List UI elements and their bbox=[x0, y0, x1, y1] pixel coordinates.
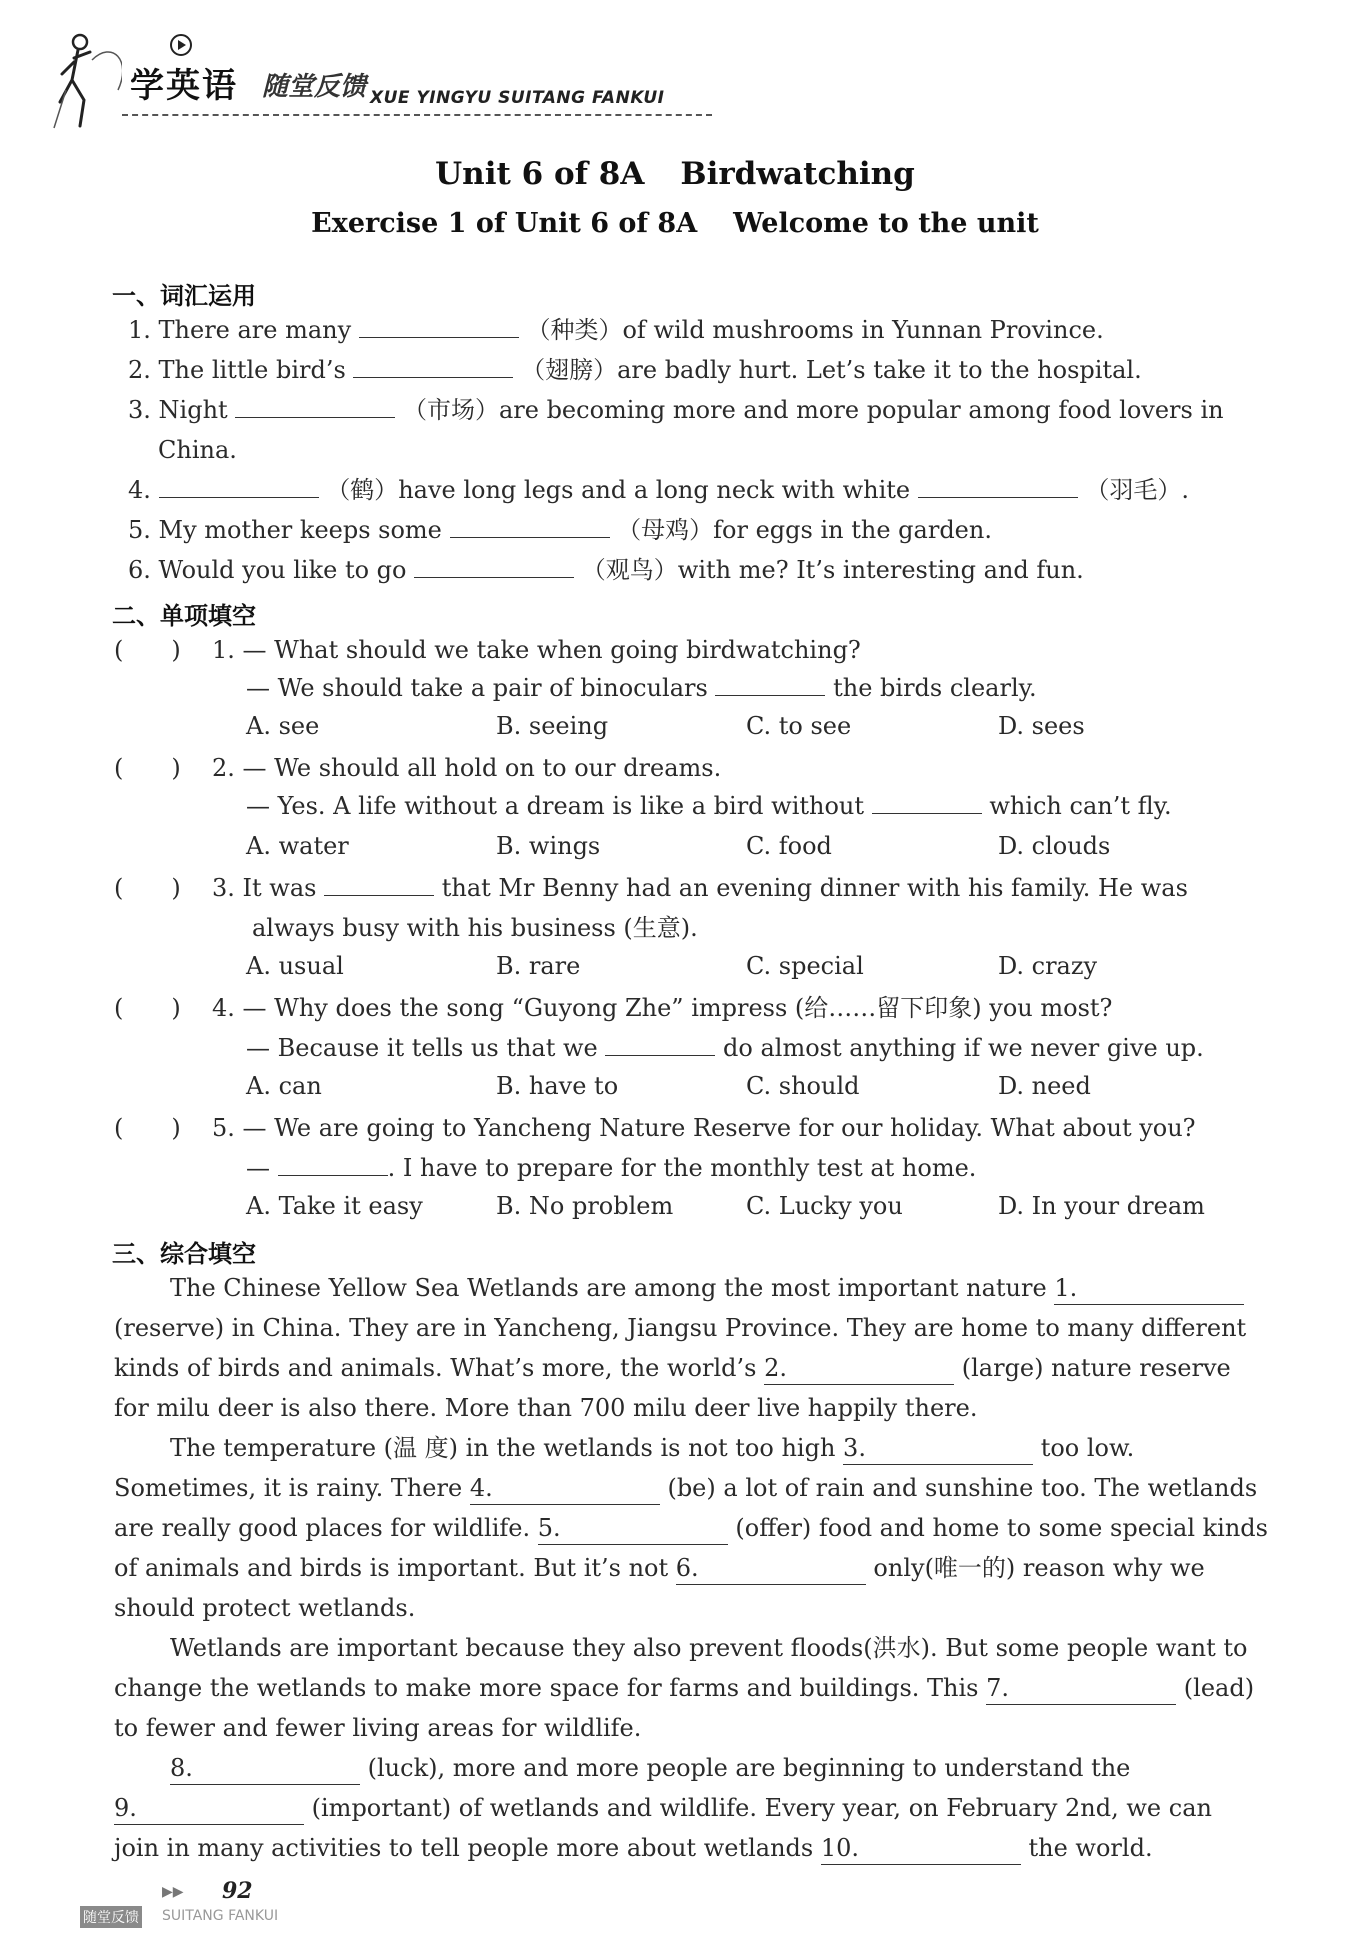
section-heading-cloze: 三、综合填空 bbox=[112, 1240, 256, 1268]
vocab-item-3-cont: China. bbox=[158, 436, 237, 464]
unit-label: Unit 6 of 8A bbox=[435, 156, 645, 192]
question-2-line2 bbox=[246, 790, 1172, 822]
blank-number: 2. bbox=[764, 1354, 788, 1382]
cloze-line: (reserve) in China. They are in Yancheng, Jiangsu Province. They are home to many different bbox=[114, 1314, 1247, 1342]
vocab-hint: （观鸟） bbox=[581, 556, 678, 584]
cloze-text: kinds of birds and animals. What’s more, the world’s bbox=[114, 1354, 757, 1382]
cloze-blank-3[interactable] bbox=[843, 1432, 1033, 1465]
cloze-blank-5[interactable] bbox=[538, 1512, 728, 1545]
question-text: that Mr Benny had an evening dinner with his family. He was bbox=[441, 874, 1188, 902]
cloze-line: to fewer and fewer living areas for wildlife. bbox=[114, 1714, 642, 1742]
question-text: which can’t fly. bbox=[989, 792, 1172, 820]
vocab-hint: （翅膀） bbox=[521, 356, 618, 384]
footer-tag-en: SUITANG FANKUI bbox=[162, 1908, 279, 1924]
cloze-blank-10[interactable] bbox=[821, 1832, 1021, 1865]
option-d[interactable]: D. clouds bbox=[998, 832, 1111, 860]
section-heading-choice: 二、单项填空 bbox=[112, 602, 256, 630]
question-number: 4. bbox=[212, 994, 235, 1022]
vocab-text: 3. Night bbox=[128, 396, 228, 424]
option-c[interactable]: C. should bbox=[746, 1072, 860, 1100]
cloze-line bbox=[114, 1672, 1254, 1705]
cloze-text: only(唯一的) reason why we bbox=[873, 1554, 1205, 1582]
answer-blank[interactable] bbox=[918, 475, 1078, 498]
option-c[interactable]: C. special bbox=[746, 952, 864, 980]
vocab-item-1 bbox=[128, 314, 1104, 346]
option-b[interactable]: B. have to bbox=[496, 1072, 619, 1100]
question-5-line2 bbox=[246, 1152, 976, 1184]
cloze-text: (offer) food and home to some special kinds bbox=[735, 1514, 1268, 1542]
cloze-line bbox=[114, 1352, 1231, 1385]
question-1 bbox=[212, 634, 861, 666]
vocab-item-4 bbox=[128, 474, 1189, 506]
option-c[interactable]: C. food bbox=[746, 832, 832, 860]
unit-title bbox=[0, 156, 1350, 192]
option-d[interactable]: D. crazy bbox=[998, 952, 1098, 980]
answer-blank[interactable] bbox=[353, 355, 513, 378]
question-4-line2 bbox=[246, 1032, 1204, 1064]
blank-number: 7. bbox=[986, 1674, 1010, 1702]
vocab-hint: （鹤） bbox=[326, 476, 399, 504]
option-b[interactable]: B. rare bbox=[496, 952, 581, 980]
answer-blank[interactable] bbox=[715, 673, 825, 696]
blank-number: 3. bbox=[843, 1434, 866, 1462]
cloze-text: change the wetlands to make more space for farms and buildings. This bbox=[114, 1674, 979, 1702]
vocab-text: 5. My mother keeps some bbox=[128, 516, 442, 544]
vocab-text: for eggs in the garden. bbox=[713, 516, 992, 544]
option-b[interactable]: B. seeing bbox=[496, 712, 609, 740]
option-c[interactable]: C. to see bbox=[746, 712, 852, 740]
cloze-blank-1[interactable] bbox=[1054, 1272, 1244, 1305]
vocab-text: are becoming more and more popular among food lovers in bbox=[498, 396, 1224, 424]
question-5 bbox=[212, 1112, 1196, 1144]
header-divider bbox=[122, 114, 712, 116]
question-text: — What should we take when going birdwatching? bbox=[242, 636, 861, 664]
question-text: — We should take a pair of binoculars bbox=[246, 674, 708, 702]
vocab-text: 2. The little bird’s bbox=[128, 356, 346, 384]
vocab-item-6 bbox=[128, 554, 1084, 586]
answer-paren[interactable]: ( ) bbox=[114, 994, 181, 1022]
double-arrow-icon: ▶▶ bbox=[162, 1884, 184, 1900]
footer-tag bbox=[80, 1906, 290, 1926]
vocab-hint: （种类） bbox=[526, 316, 623, 344]
page-header bbox=[52, 30, 672, 130]
cloze-line bbox=[114, 1832, 1153, 1865]
cloze-text: of animals and birds is important. But it’s not bbox=[114, 1554, 669, 1582]
question-text: — Yes. A life without a dream is like a bird without bbox=[246, 792, 865, 820]
option-a[interactable]: A. usual bbox=[246, 952, 344, 980]
question-text: — We should all hold on to our dreams. bbox=[242, 754, 722, 782]
cloze-line: for milu deer is also there. More than 700 milu deer live happily there. bbox=[114, 1394, 978, 1422]
answer-blank[interactable] bbox=[872, 791, 982, 814]
vocab-item-5 bbox=[128, 514, 992, 546]
runner-logo-icon bbox=[52, 30, 122, 130]
vocab-item-3 bbox=[128, 394, 1224, 426]
vocab-text: are badly hurt. Let’s take it to the hospital. bbox=[617, 356, 1142, 384]
question-text: . I have to prepare for the monthly test at home. bbox=[387, 1154, 977, 1182]
vocab-text: 6. Would you like to go bbox=[128, 556, 407, 584]
option-a[interactable]: A. Take it easy bbox=[246, 1192, 423, 1220]
cloze-text: (luck), more and more people are beginning to understand the bbox=[367, 1754, 1131, 1782]
exercise-topic: Welcome to the unit bbox=[733, 208, 1039, 239]
option-d[interactable]: D. sees bbox=[998, 712, 1085, 740]
answer-blank[interactable] bbox=[605, 1033, 715, 1056]
cloze-text: The temperature (温 度) in the wetlands is not too high bbox=[170, 1434, 836, 1462]
answer-blank[interactable] bbox=[414, 555, 574, 578]
blank-number: 4. bbox=[469, 1474, 493, 1502]
question-text: It was bbox=[242, 874, 317, 902]
question-text: the birds clearly. bbox=[833, 674, 1037, 702]
footer-tag-cn: 随堂反馈 bbox=[80, 1906, 142, 1928]
cloze-text: (large) nature reserve bbox=[961, 1354, 1231, 1382]
question-text: — Because it tells us that we bbox=[246, 1034, 598, 1062]
exercise-title bbox=[0, 208, 1350, 239]
cloze-text: The Chinese Yellow Sea Wetlands are among the most important nature bbox=[170, 1274, 1047, 1302]
cloze-blank-6[interactable] bbox=[676, 1552, 866, 1585]
option-a[interactable]: A. water bbox=[246, 832, 349, 860]
answer-paren[interactable]: ( ) bbox=[114, 636, 181, 664]
play-icon bbox=[170, 34, 192, 56]
cloze-text: join in many activities to tell people more about wetlands bbox=[114, 1834, 814, 1862]
brand-title: 学英语 bbox=[130, 66, 238, 106]
vocab-hint: （母鸡） bbox=[617, 516, 714, 544]
question-3 bbox=[212, 872, 1188, 904]
vocab-hint: （市场） bbox=[402, 396, 499, 424]
option-a[interactable]: A. can bbox=[246, 1072, 322, 1100]
blank-number: 5. bbox=[537, 1514, 561, 1542]
answer-paren[interactable]: ( ) bbox=[114, 874, 181, 902]
vocab-text: of wild mushrooms in Yunnan Province. bbox=[622, 316, 1104, 344]
option-d[interactable]: D. need bbox=[998, 1072, 1091, 1100]
question-text: — bbox=[246, 1154, 270, 1182]
question-number: 5. bbox=[212, 1114, 235, 1142]
question-number: 1. bbox=[212, 636, 235, 664]
vocab-text: 4. bbox=[128, 476, 151, 504]
answer-blank[interactable] bbox=[359, 315, 519, 338]
brand-pinyin: XUE YINGYU SUITANG FANKUI bbox=[370, 88, 665, 108]
option-d[interactable]: D. In your dream bbox=[998, 1192, 1205, 1220]
question-text: — Why does the song “Guyong Zhe” impress (给……留下印象) you most? bbox=[242, 994, 1113, 1022]
cloze-line bbox=[114, 1512, 1268, 1545]
cloze-line bbox=[170, 1432, 1134, 1465]
question-3-line2: always busy with his business (生意). bbox=[252, 914, 698, 942]
vocab-text: 1. There are many bbox=[128, 316, 352, 344]
blank-number: 10. bbox=[820, 1834, 860, 1862]
answer-blank[interactable] bbox=[324, 873, 434, 896]
question-2 bbox=[212, 752, 721, 784]
answer-blank[interactable] bbox=[159, 475, 319, 498]
vocab-hint: （羽毛）. bbox=[1085, 476, 1190, 504]
cloze-text: Sometimes, it is rainy. There bbox=[114, 1474, 463, 1502]
cloze-text: (important) of wetlands and wildlife. Every year, on February 2nd, we can bbox=[311, 1794, 1212, 1822]
cloze-blank-8[interactable] bbox=[170, 1752, 360, 1785]
cloze-blank-2[interactable] bbox=[764, 1352, 954, 1385]
blank-number: 8. bbox=[170, 1754, 193, 1782]
cloze-line bbox=[114, 1552, 1205, 1585]
vocab-text: with me? It’s interesting and fun. bbox=[677, 556, 1084, 584]
answer-blank[interactable] bbox=[235, 395, 395, 418]
blank-number: 6. bbox=[675, 1554, 699, 1582]
question-4 bbox=[212, 992, 1112, 1024]
cloze-line bbox=[170, 1752, 1130, 1785]
question-text: do almost anything if we never give up. bbox=[723, 1034, 1204, 1062]
cloze-text: are really good places for wildlife. bbox=[114, 1514, 531, 1542]
brand-subtitle: 随堂反馈 bbox=[262, 72, 367, 102]
cloze-blank-9[interactable] bbox=[114, 1792, 304, 1825]
cloze-text: too low. bbox=[1040, 1434, 1135, 1462]
cloze-line: Wetlands are important because they also prevent floods(洪水). But some people want to bbox=[170, 1634, 1248, 1662]
option-b[interactable]: B. No problem bbox=[496, 1192, 674, 1220]
cloze-line bbox=[170, 1272, 1244, 1305]
cloze-text: (be) a lot of rain and sunshine too. The wetlands bbox=[667, 1474, 1258, 1502]
option-b[interactable]: B. wings bbox=[496, 832, 601, 860]
cloze-blank-4[interactable] bbox=[470, 1472, 660, 1505]
question-text: — We are going to Yancheng Nature Reserve for our holiday. What about you? bbox=[242, 1114, 1196, 1142]
vocab-text: have long legs and a long neck with white bbox=[398, 476, 911, 504]
question-number: 3. bbox=[212, 874, 235, 902]
question-number: 2. bbox=[212, 754, 235, 782]
answer-paren[interactable]: ( ) bbox=[114, 1114, 181, 1142]
answer-blank[interactable] bbox=[450, 515, 610, 538]
cloze-blank-7[interactable] bbox=[986, 1672, 1176, 1705]
cloze-text: (lead) bbox=[1183, 1674, 1255, 1702]
cloze-text: the world. bbox=[1028, 1834, 1153, 1862]
answer-paren[interactable]: ( ) bbox=[114, 754, 181, 782]
unit-topic: Birdwatching bbox=[680, 156, 915, 192]
question-1-line2 bbox=[246, 672, 1037, 704]
section-heading-vocabulary: 一、词汇运用 bbox=[112, 282, 256, 310]
page-number: 92 bbox=[222, 1878, 253, 1904]
answer-blank[interactable] bbox=[278, 1153, 388, 1176]
blank-number: 9. bbox=[114, 1794, 137, 1822]
option-a[interactable]: A. see bbox=[246, 712, 320, 740]
cloze-line bbox=[114, 1792, 1212, 1825]
blank-number: 1. bbox=[1054, 1274, 1078, 1302]
cloze-line: should protect wetlands. bbox=[114, 1594, 416, 1622]
exercise-label: Exercise 1 of Unit 6 of 8A bbox=[311, 208, 698, 239]
cloze-line bbox=[114, 1472, 1257, 1505]
option-c[interactable]: C. Lucky you bbox=[746, 1192, 903, 1220]
vocab-item-2 bbox=[128, 354, 1142, 386]
